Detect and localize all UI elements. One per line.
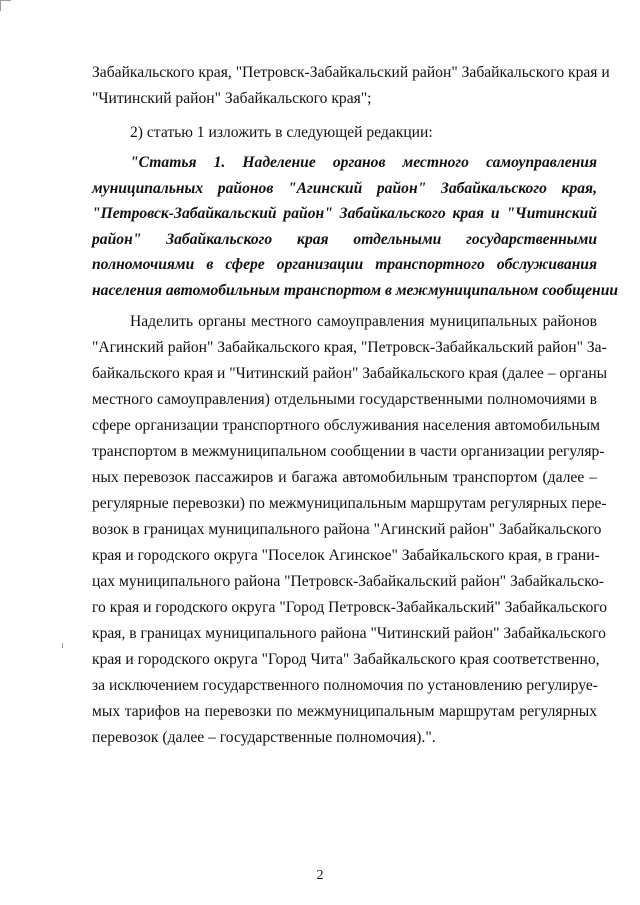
scan-corner-mark [0, 0, 11, 11]
document-body [92, 60, 619, 751]
article-heading-line: муниципальных районов "Агинский район" Забайкальского края, [92, 179, 597, 197]
body-line: "Агинский район" Забайкальского края, "Петровск-Забайкальский район" За- [92, 339, 607, 356]
article-heading-line: район" Забайкальского края отдельными государственными [92, 230, 597, 248]
scan-margin-mark [62, 643, 63, 648]
body-line: возок в границах муниципального района "Агинский район" Забайкальского [92, 521, 602, 538]
body-line: мых тарифов на перевозки по межмуниципальным маршрутам регулярных [92, 703, 597, 720]
article-heading-line: "Статья 1. Наделение органов местного самоуправления [130, 154, 597, 171]
article-heading-line: "Петровск-Забайкальский район" Забайкальского края и "Читинский [92, 205, 597, 222]
body-line: "Читинский район" Забайкальского края"; [92, 90, 372, 107]
body-line: Наделить органы местного самоуправления муниципальных районов [130, 313, 597, 330]
body-line: цах муниципального района "Петровск-Забайкальский район" Забайкальско- [92, 573, 604, 590]
page-number: 2 [316, 868, 324, 883]
body-line: края и городского округа "Поселок Агинское" Забайкальского края, в грани- [92, 547, 600, 564]
body-line: транспортом в межмуниципальном сообщении в части организации регуляр- [92, 443, 605, 460]
body-line: края и городского округа "Город Чита" Забайкальского края соответственно, [92, 651, 600, 668]
body-line: го края и городского округа "Город Петровск-Забайкальский" Забайкальского [92, 599, 608, 616]
body-line: байкальского края и "Читинский район" Забайкальского края (далее – органы [92, 365, 608, 382]
body-line: ных перевозок пассажиров и багажа автомобильным транспортом (далее – [92, 469, 597, 486]
body-line: местного самоуправления) отдельными государственными полномочиями в [92, 391, 597, 408]
article-heading-line: полномочиями в сфере организации транспортного обслуживания [92, 256, 597, 273]
article-heading-line: населения автомобильным транспортом в межмуниципальном сообщении [92, 281, 619, 299]
body-line: края, в границах муниципального района "Читинский район" Забайкальского [92, 625, 606, 642]
body-line: за исключением государственного полномочия по установлению регулируе- [92, 677, 598, 694]
body-line: Забайкальского края, "Петровск-Забайкальский район" Забайкальского края и [92, 64, 610, 81]
body-line: регулярные перевозки) по межмуниципальным маршрутам регулярных пере- [92, 495, 607, 512]
body-line: перевозок (далее – государственные полномочия).". [92, 729, 436, 746]
amendment-item: 2) статью 1 изложить в следующей редакции: [130, 124, 433, 141]
body-line: сфере организации транспортного обслуживания населения автомобильным [92, 417, 601, 434]
